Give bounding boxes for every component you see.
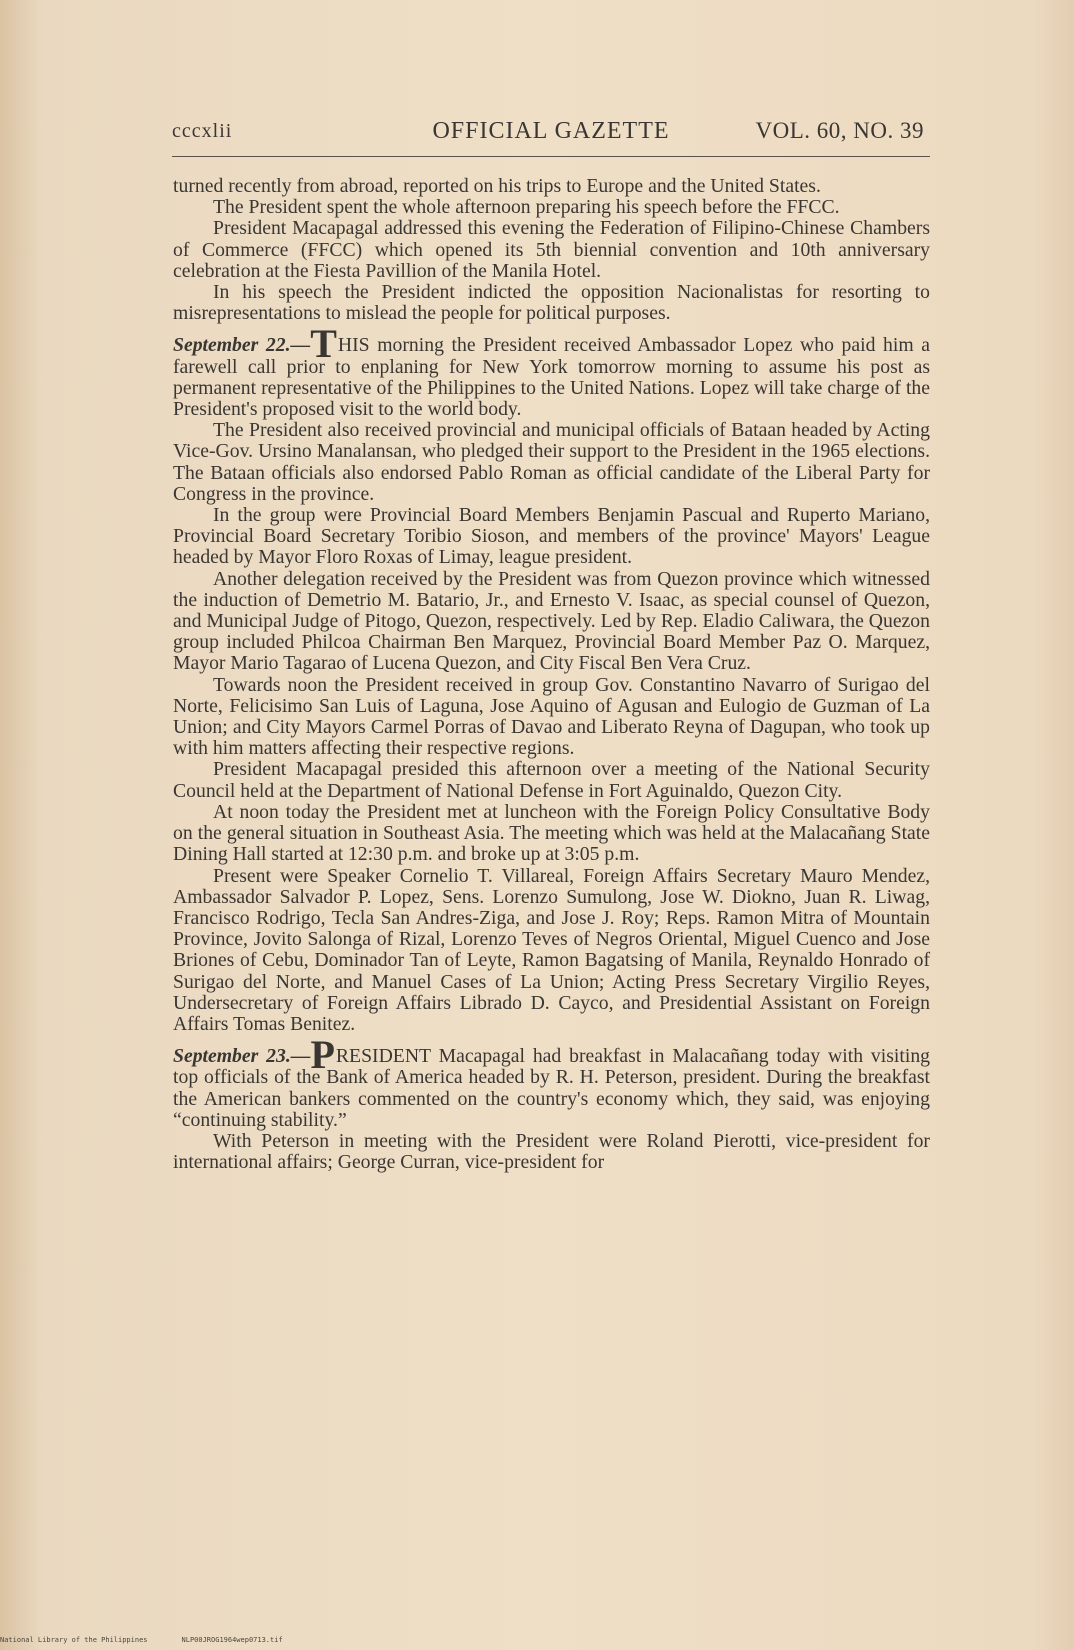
paragraph: Another delegation received by the President was from Quezon province which witnessed the induction of Demetrio M. Batario, Jr., and Ernesto V. Isaac, as special counsel of Quezon, and Municipal Judge of Pitogo, Quezon, respectively. Led by Rep. Eladio Caliwara, the Quezon group included Philcoa Chairman Ben Marquez, Provincial Board Member Paz O. Marquez, Mayor Mario Tagarao of Lucena Quezon, and City Fiscal Ben Vera Cruz. <box>173 567 930 675</box>
scan-footer <box>0 1636 700 1644</box>
paragraph: President Macapagal presided this afternoon over a meeting of the National Security Council held at the Department of National Defense in Fort Aguinaldo, Quezon City. <box>173 758 930 802</box>
library-credit: National Library of the Philippines <box>0 1636 148 1644</box>
dated-entry-sep-23 <box>173 1032 931 1131</box>
entry-text: HIS morning the President received Ambassador Lopez who paid him a farewell call prior to enplaning for New York tomorrow morning to assume his post as permanent representative of the Philippines to the United Nations. Lopez will take charge of the President's proposed visit to the world body. <box>173 334 930 421</box>
drop-cap: T <box>310 321 337 367</box>
paragraph: Present were Speaker Cornelio T. Villareal, Foreign Affairs Secretary Mauro Mendez, Ambassador Salvador P. Lopez, Sens. Lorenzo Sumulong, Jose W. Diokno, Juan R. Liwag, Francisco Rodrigo, Tecla San Andres-Ziga, and Jose J. Roy; Reps. Ramon Mitra of Mountain Province, Jovito Salonga of Rizal, Lorenzo Teves of Negros Oriental, Miguel Cuenco and Jose Briones of Cebu, Dominador Tan of Leyte, Ramon Bagatsing of Manila, Reynaldo Honrado of Surigao del Norte, and Manuel Cases of La Union; Acting Press Secretary Virgilio Reyes, Undersecretary of Foreign Affairs Librado D. Cayco, and Presidential Assistant on Foreign Affairs Tomas Benitez. <box>173 864 930 1035</box>
paragraph: With Peterson in meeting with the President were Roland Pierotti, vice-president for international affairs; George Curran, vice-president for <box>173 1129 930 1174</box>
paragraph: Towards noon the President received in group Gov. Constantino Navarro of Surigao del Norte, Felicisimo San Luis of Laguna, Jose Aquino of Agusan and Eulogio de Guzman of La Union; and City Mayors Carmel Porras of Davao and Liberato Reyna of Dagupan, who took up with him matters affecting their respective regions. <box>173 673 930 760</box>
entry-text: RESIDENT Macapagal had breakfast in Malacañang today with visiting top officials of the Bank of America headed by R. H. Peterson, president. During the breakfast the American bankers commented on the country's economy which, they said, was enjoying “continuing stability.” <box>173 1045 931 1131</box>
header-rule <box>172 156 930 157</box>
publication-title: OFFICIAL GAZETTE <box>432 118 670 144</box>
paragraph: In his speech the President indicted the opposition Nacionalistas for resorting to misrepresentations to mislead the people for political purposes. <box>173 281 930 325</box>
paragraph: President Macapagal addressed this evening the Federation of Filipino-Chinese Chambers of Commerce (FFCC) which opened its 5th biennial convention and 10th anniversary celebration at the Fiesta Pavillion of the Manila Hotel. <box>173 217 930 282</box>
page-folio: cccxlii <box>172 120 233 142</box>
entry-date: September 23.— <box>173 1045 311 1068</box>
paragraph: The President also received provincial and municipal officials of Bataan headed by Acting Vice-Gov. Ursino Manalansan, who pledged their support to the President in the 1965 elections. The Bataan officials also endorsed Pablo Roman as official candidate of the Liberal Party for Congress in the province. <box>173 419 930 505</box>
paragraph: The President spent the whole afternoon preparing his speech before the FFCC. <box>213 196 840 219</box>
page-header <box>172 118 930 148</box>
dated-entry-sep-22 <box>173 321 930 421</box>
scan-filename: NLP00JROG1964wep0713.tif <box>181 1636 283 1644</box>
article-body <box>173 176 930 1173</box>
paragraph: In the group were Provincial Board Members Benjamin Pascual and Ruperto Mariano, Provincial Board Secretary Toribio Sioson, and members of the province' Mayors' League headed by Mayor Floro Roxas of Limay, league president. <box>173 504 930 569</box>
paragraph: turned recently from abroad, reported on his trips to Europe and the United States. <box>173 175 821 197</box>
entry-date: September 22.— <box>173 334 311 357</box>
drop-cap: P <box>310 1032 335 1078</box>
volume-number: VOL. 60, NO. 39 <box>755 118 924 143</box>
paragraph: At noon today the President met at luncheon with the Foreign Policy Consultative Body on the general situation in Southeast Asia. The meeting which was held at the Malacañang State Dining Hall started at 12:30 p.m. and broke up at 3:05 p.m. <box>173 800 930 866</box>
